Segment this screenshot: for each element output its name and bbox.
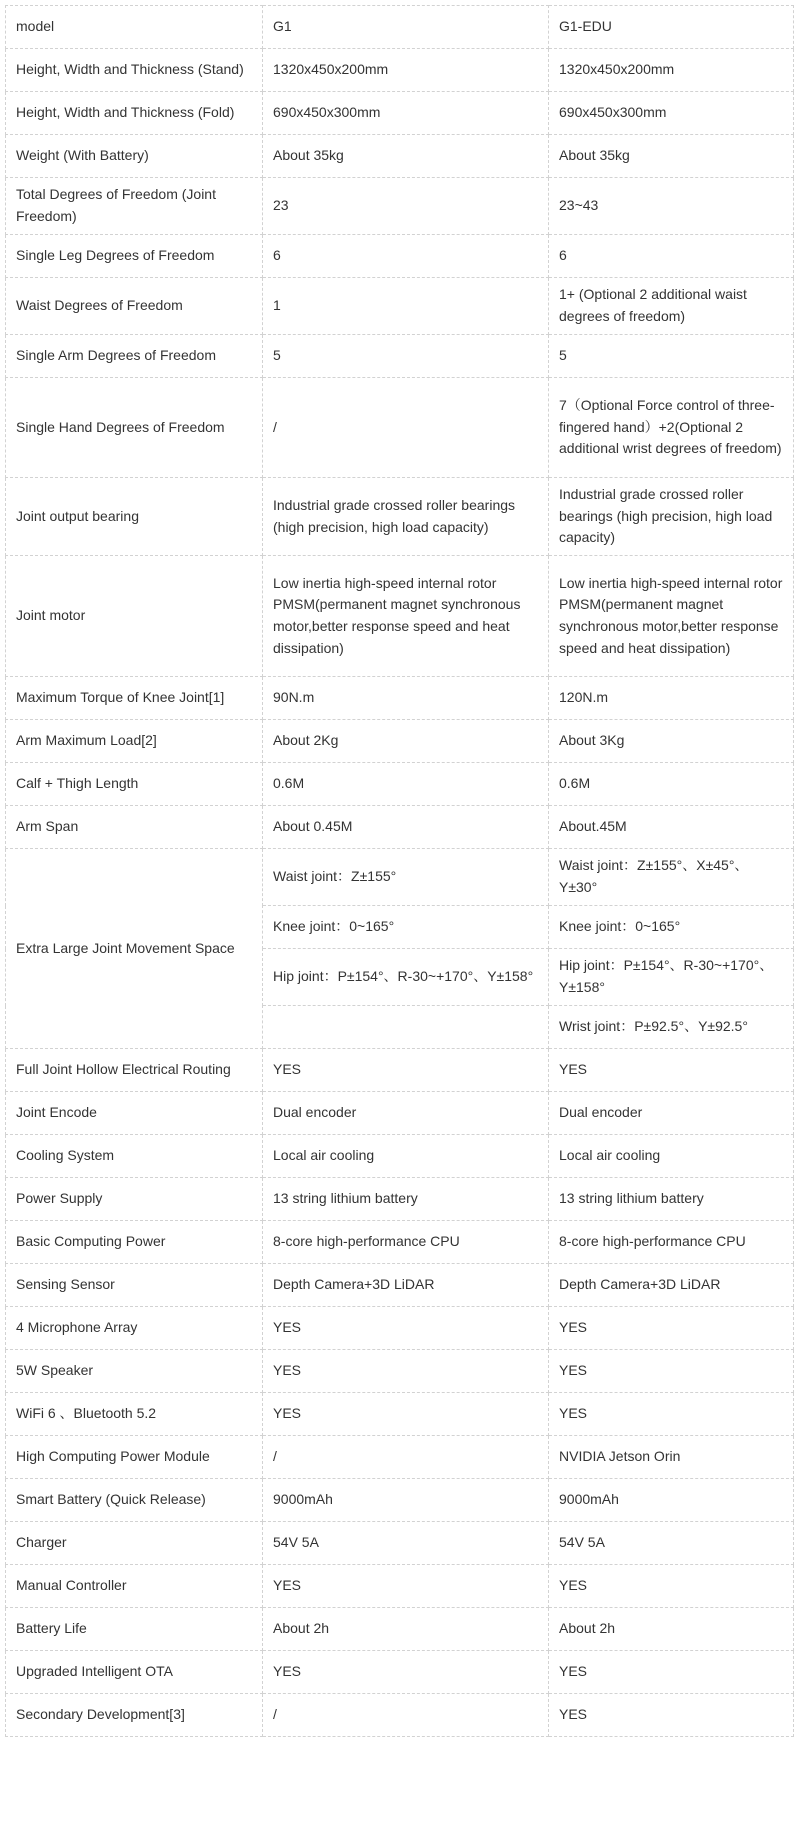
g1-edu-joint-range-cell: Waist joint：Z±155°、X±45°、Y±30° xyxy=(549,849,794,906)
spec-label-cell: High Computing Power Module xyxy=(6,1436,263,1479)
spec-label-cell: Secondary Development[3] xyxy=(6,1694,263,1737)
g1-value-cell: / xyxy=(263,378,549,478)
spec-label-cell: Upgraded Intelligent OTA xyxy=(6,1651,263,1694)
g1-value-cell: 23 xyxy=(263,178,549,235)
table-row xyxy=(6,478,794,556)
spec-label-cell: Joint output bearing xyxy=(6,478,263,556)
spec-table xyxy=(5,5,794,1737)
table-row xyxy=(6,335,794,378)
spec-label-cell: WiFi 6 、Bluetooth 5.2 xyxy=(6,1393,263,1436)
g1-value-cell: 0.6M xyxy=(263,763,549,806)
g1-edu-value-cell: 1+ (Optional 2 additional waist degrees of freedom) xyxy=(549,278,794,335)
g1-edu-value-cell: G1-EDU xyxy=(549,6,794,49)
g1-edu-joint-range-cell: Knee joint：0~165° xyxy=(549,906,794,949)
spec-label-cell: 4 Microphone Array xyxy=(6,1307,263,1350)
spec-label-cell: Basic Computing Power xyxy=(6,1221,263,1264)
g1-edu-value-cell: YES xyxy=(549,1651,794,1694)
g1-value-cell: About 0.45M xyxy=(263,806,549,849)
g1-edu-value-cell: 6 xyxy=(549,235,794,278)
g1-joint-range-cell: Waist joint：Z±155° xyxy=(263,849,549,906)
g1-value-cell: 8-core high-performance CPU xyxy=(263,1221,549,1264)
table-row xyxy=(6,178,794,235)
g1-value-cell: YES xyxy=(263,1565,549,1608)
g1-joint-range-cell xyxy=(263,1006,549,1049)
g1-value-cell: 1320x450x200mm xyxy=(263,49,549,92)
g1-value-cell: 90N.m xyxy=(263,677,549,720)
g1-value-cell: YES xyxy=(263,1393,549,1436)
g1-value-cell: About 2h xyxy=(263,1608,549,1651)
g1-value-cell: / xyxy=(263,1694,549,1737)
spec-label-cell: Power Supply xyxy=(6,1178,263,1221)
g1-value-cell: YES xyxy=(263,1651,549,1694)
table-row xyxy=(6,1221,794,1264)
spec-label-cell: Weight (With Battery) xyxy=(6,135,263,178)
table-row xyxy=(6,1522,794,1565)
g1-edu-value-cell: About 35kg xyxy=(549,135,794,178)
g1-edu-value-cell: About 3Kg xyxy=(549,720,794,763)
g1-value-cell: Low inertia high-speed internal rotor PMSM(permanent magnet synchronous motor,better response speed and heat dissipation) xyxy=(263,556,549,677)
spec-label-cell: Charger xyxy=(6,1522,263,1565)
spec-table-body xyxy=(6,6,794,1737)
g1-value-cell: 1 xyxy=(263,278,549,335)
g1-edu-value-cell: 7（Optional Force control of three-fingered hand）+2(Optional 2 additional wrist degrees of freedom) xyxy=(549,378,794,478)
g1-edu-value-cell: 1320x450x200mm xyxy=(549,49,794,92)
g1-edu-value-cell: 9000mAh xyxy=(549,1479,794,1522)
g1-edu-value-cell: 120N.m xyxy=(549,677,794,720)
table-row xyxy=(6,278,794,335)
g1-value-cell: G1 xyxy=(263,6,549,49)
table-row xyxy=(6,1651,794,1694)
table-row xyxy=(6,556,794,677)
g1-edu-value-cell: 23~43 xyxy=(549,178,794,235)
table-row xyxy=(6,763,794,806)
g1-edu-value-cell: Low inertia high-speed internal rotor PMSM(permanent magnet synchronous motor,better response speed and heat dissipation) xyxy=(549,556,794,677)
g1-value-cell: Dual encoder xyxy=(263,1092,549,1135)
spec-label-cell: Total Degrees of Freedom (Joint Freedom) xyxy=(6,178,263,235)
g1-edu-value-cell: Depth Camera+3D LiDAR xyxy=(549,1264,794,1307)
table-row xyxy=(6,1436,794,1479)
table-row xyxy=(6,235,794,278)
spec-label-cell: Single Hand Degrees of Freedom xyxy=(6,378,263,478)
table-row xyxy=(6,135,794,178)
g1-edu-joint-range-cell: Hip joint：P±154°、R-30~+170°、Y±158° xyxy=(549,949,794,1006)
table-row xyxy=(6,1479,794,1522)
table-row xyxy=(6,1350,794,1393)
spec-label-cell: Arm Span xyxy=(6,806,263,849)
g1-joint-range-cell: Hip joint：P±154°、R-30~+170°、Y±158° xyxy=(263,949,549,1006)
g1-edu-value-cell: YES xyxy=(549,1694,794,1737)
g1-edu-value-cell: 54V 5A xyxy=(549,1522,794,1565)
g1-edu-value-cell: 13 string lithium battery xyxy=(549,1178,794,1221)
table-row xyxy=(6,1264,794,1307)
g1-edu-value-cell: 690x450x300mm xyxy=(549,92,794,135)
table-row xyxy=(6,720,794,763)
spec-label-cell: model xyxy=(6,6,263,49)
spec-label-cell: Smart Battery (Quick Release) xyxy=(6,1479,263,1522)
table-row xyxy=(6,6,794,49)
table-row xyxy=(6,1608,794,1651)
g1-edu-value-cell: 8-core high-performance CPU xyxy=(549,1221,794,1264)
g1-value-cell: / xyxy=(263,1436,549,1479)
g1-value-cell: 6 xyxy=(263,235,549,278)
spec-label-cell: Height, Width and Thickness (Stand) xyxy=(6,49,263,92)
g1-joint-range-cell: Knee joint：0~165° xyxy=(263,906,549,949)
g1-value-cell: 13 string lithium battery xyxy=(263,1178,549,1221)
g1-edu-value-cell: NVIDIA Jetson Orin xyxy=(549,1436,794,1479)
spec-label-cell: Joint Encode xyxy=(6,1092,263,1135)
table-row xyxy=(6,49,794,92)
g1-value-cell: YES xyxy=(263,1307,549,1350)
spec-label-cell: Battery Life xyxy=(6,1608,263,1651)
spec-label-cell: Arm Maximum Load[2] xyxy=(6,720,263,763)
spec-label-cell: Cooling System xyxy=(6,1135,263,1178)
table-row xyxy=(6,1694,794,1737)
g1-edu-value-cell: YES xyxy=(549,1350,794,1393)
table-row xyxy=(6,1049,794,1092)
spec-label-cell: Manual Controller xyxy=(6,1565,263,1608)
g1-edu-joint-range-cell: Wrist joint：P±92.5°、Y±92.5° xyxy=(549,1006,794,1049)
spec-label-cell: Sensing Sensor xyxy=(6,1264,263,1307)
g1-edu-value-cell: About.45M xyxy=(549,806,794,849)
g1-edu-value-cell: 5 xyxy=(549,335,794,378)
g1-value-cell: About 2Kg xyxy=(263,720,549,763)
table-row xyxy=(6,1393,794,1436)
spec-label-cell: Waist Degrees of Freedom xyxy=(6,278,263,335)
table-row xyxy=(6,1307,794,1350)
table-row xyxy=(6,92,794,135)
table-row xyxy=(6,677,794,720)
g1-value-cell: 690x450x300mm xyxy=(263,92,549,135)
spec-label-cell: Joint motor xyxy=(6,556,263,677)
spec-label-cell: 5W Speaker xyxy=(6,1350,263,1393)
g1-edu-value-cell: About 2h xyxy=(549,1608,794,1651)
g1-value-cell: YES xyxy=(263,1049,549,1092)
table-row xyxy=(6,1135,794,1178)
g1-edu-value-cell: Local air cooling xyxy=(549,1135,794,1178)
spec-label-cell: Full Joint Hollow Electrical Routing xyxy=(6,1049,263,1092)
spec-label-cell: Height, Width and Thickness (Fold) xyxy=(6,92,263,135)
g1-value-cell: 9000mAh xyxy=(263,1479,549,1522)
table-row xyxy=(6,1092,794,1135)
spec-label-cell: Calf + Thigh Length xyxy=(6,763,263,806)
g1-value-cell: Depth Camera+3D LiDAR xyxy=(263,1264,549,1307)
g1-value-cell: About 35kg xyxy=(263,135,549,178)
g1-value-cell: YES xyxy=(263,1350,549,1393)
g1-edu-value-cell: Industrial grade crossed roller bearings (high precision, high load capacity) xyxy=(549,478,794,556)
g1-value-cell: Industrial grade crossed roller bearings (high precision, high load capacity) xyxy=(263,478,549,556)
g1-value-cell: Local air cooling xyxy=(263,1135,549,1178)
table-row xyxy=(6,378,794,478)
spec-label-cell: Single Leg Degrees of Freedom xyxy=(6,235,263,278)
spec-label-cell: Extra Large Joint Movement Space xyxy=(6,849,263,1049)
table-row xyxy=(6,1565,794,1608)
g1-edu-value-cell: YES xyxy=(549,1307,794,1350)
g1-edu-value-cell: YES xyxy=(549,1393,794,1436)
g1-edu-value-cell: YES xyxy=(549,1049,794,1092)
g1-edu-value-cell: 0.6M xyxy=(549,763,794,806)
g1-edu-value-cell: YES xyxy=(549,1565,794,1608)
g1-value-cell: 54V 5A xyxy=(263,1522,549,1565)
table-row xyxy=(6,806,794,849)
spec-label-cell: Single Arm Degrees of Freedom xyxy=(6,335,263,378)
g1-value-cell: 5 xyxy=(263,335,549,378)
table-row xyxy=(6,1178,794,1221)
table-row xyxy=(6,849,794,906)
spec-label-cell: Maximum Torque of Knee Joint[1] xyxy=(6,677,263,720)
g1-edu-value-cell: Dual encoder xyxy=(549,1092,794,1135)
